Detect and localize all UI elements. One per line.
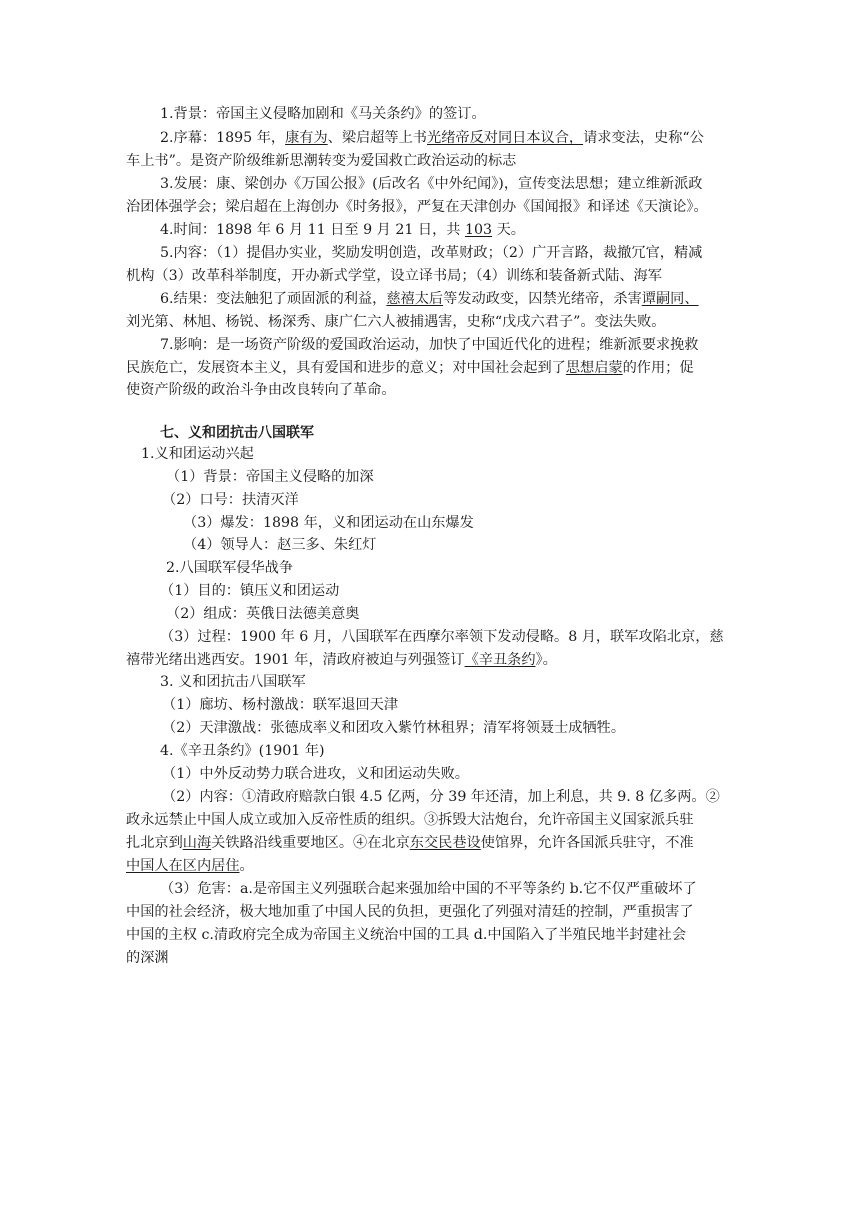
background-line: 1.背景：帝国主义侵略加剧和《马关条约》的签订。 <box>160 106 486 122</box>
result-line-2: 刘光第、林旭、杨锐、杨深秀、康广仁六人被捕遇害，史称“戊戌六君子”。变法失败。 <box>126 314 666 330</box>
dongjiaominxiang-underlined: 东交民巷设 <box>409 835 481 851</box>
time-text: 4.时间：1898 年 6 月 11 日至 9 月 21 日，共 <box>160 222 465 238</box>
residence-underlined: 中国人在区内居住 <box>126 858 240 874</box>
enlightenment-underlined: 思想启蒙 <box>565 360 623 376</box>
result-line-1 <box>160 289 699 309</box>
treaty-text-4: 。 <box>239 858 254 874</box>
boxer-outbreak: （3）爆发：1898 年，义和团运动在山东爆发 <box>183 515 474 531</box>
shanhai-underlined: 山海 <box>182 835 212 851</box>
treaty-text-2: 关铁路沿线重要地区。④在北京 <box>211 835 410 851</box>
war-composition: （2）组成：英俄日法德美意奥 <box>166 606 360 622</box>
time-line <box>160 220 525 240</box>
harm-line-3: 中国的主权 c.清政府完全成为帝国主义统治中国的工具 d.中国陷入了半殖民地半封建社会 <box>126 927 687 943</box>
prelude-line-1 <box>160 128 704 148</box>
boxer-rise-title: 1.义和团运动兴起 <box>141 446 254 462</box>
content-line-2: 机构（3）改革科举制度，开办新式学堂，设立译书局；（4）训练和装备新式陆、海军 <box>126 268 662 284</box>
treaty-title: 4.《辛丑条约》(1901 年) <box>160 743 325 759</box>
prelude-text-3: 请求变法，史称“公 <box>583 130 704 146</box>
kang-youwei-underlined: 康有为 <box>285 130 328 146</box>
section-7-heading: 七、义和团抗击八国联军 <box>160 425 314 441</box>
process-text: 禧带光绪出逃西安。1901 年，清政府被迫与列强签订 <box>126 652 465 668</box>
impact-line-1: 7.影响：是一场资产阶级的爱国政治运动，加快了中国近代化的进程；维新派要求挽救 <box>160 337 699 353</box>
resist-tianjin: （2）天津激战：张德成率义和团攻入紫竹林租界；清军将领聂士成牺牲。 <box>162 720 626 736</box>
impact-line-3: 使资产阶级的政治斗争由改良转向了革命。 <box>126 382 396 398</box>
war-process-2 <box>126 650 557 670</box>
tan-sitong-underlined: 谭嗣同、 <box>641 291 699 307</box>
impact-line-2 <box>126 358 694 378</box>
war-purpose: （1）目的：镇压义和团运动 <box>160 583 340 599</box>
prelude-text-2: 、梁启超等上书 <box>327 130 427 146</box>
xinchou-underlined: 《辛丑条约 <box>464 652 536 668</box>
guangxu-underlined: 光绪帝反对同日本议合， <box>427 130 584 146</box>
impact-text-2: 的作用；促 <box>622 360 694 376</box>
eight-nation-title: 2.八国联军侵华战争 <box>166 560 294 576</box>
resist-title: 3. 义和团抗击八国联军 <box>160 674 306 690</box>
treaty-content-1: （2）内容：①清政府赔款白银 4.5 亿两，分 39 年还清，加上利息，共 9. 8 亿多两。② <box>162 789 720 805</box>
result-text-2: 等发动政变，囚禁光绪帝，杀害 <box>443 291 642 307</box>
cixi-underlined: 慈禧太后 <box>386 291 444 307</box>
treaty-text-3: 使馆界，允许各国派兵驻守，不准 <box>480 835 694 851</box>
harm-line-4: 的深渊 <box>126 950 169 966</box>
impact-text: 民族危亡，发展资本主义，具有爱国和进步的意义；对中国社会起到了 <box>126 360 566 376</box>
boxer-slogan: （2）口号：扶清灭洋 <box>162 492 299 508</box>
resist-langfang: （1）廊坊、杨村激战：联军退回天津 <box>162 697 399 713</box>
boxer-background: （1）背景：帝国主义侵略的加深 <box>166 469 374 485</box>
harm-line-2: 中国的社会经济，极大地加重了中国人民的负担，更强化了列强对清廷的控制，严重损害了 <box>126 904 694 920</box>
boxer-leaders: （4）领导人：赵三多、朱红灯 <box>183 537 377 553</box>
content-line-1: 5.内容：（1）提倡办实业，奖励发明创造，改革财政；（2）广开言路，裁撤冗官，精减 <box>160 245 703 261</box>
time-text-2: 天。 <box>492 222 525 238</box>
treaty-content-4 <box>126 856 254 876</box>
war-process-1: （3）过程：1900 年 6 月，八国联军在西摩尔率领下发动侵略。8 月，联军攻陷北京，慈 <box>160 629 724 645</box>
prelude-line-2: 车上书”。是资产阶级维新思潮转变为爱国救亡政治运动的标志 <box>126 153 517 169</box>
days-underlined: 103 <box>464 222 493 238</box>
result-text: 6.结果：变法触犯了顽固派的利益， <box>160 291 387 307</box>
treaty-text: 扎北京到 <box>126 835 183 851</box>
process-text-2: 》。 <box>535 652 557 668</box>
development-line-1: 3.发展：康、梁创办《万国公报》(后改名《中外纪闻》)，宣传变法思想；建立维新派政 <box>160 176 703 192</box>
development-line-2: 治团体强学会；梁启超在上海创办《时务报》，严复在天津创办《国闻报》和译述《天演论》。 <box>126 199 708 215</box>
treaty-failure: （1）中外反动势力联合进攻，义和团运动失败。 <box>162 766 469 782</box>
treaty-content-2: 政永远禁止中国人成立或加入反帝性质的组织。③拆毁大沽炮台，允许帝国主义国家派兵驻 <box>126 812 694 828</box>
harm-line-1: （3）危害：a.是帝国主义列强联合起来强加给中国的不平等条约 b.它不仅严重破坏了 <box>160 881 697 897</box>
prelude-text: 2.序幕：1895 年， <box>160 130 286 146</box>
treaty-content-3 <box>126 833 694 853</box>
